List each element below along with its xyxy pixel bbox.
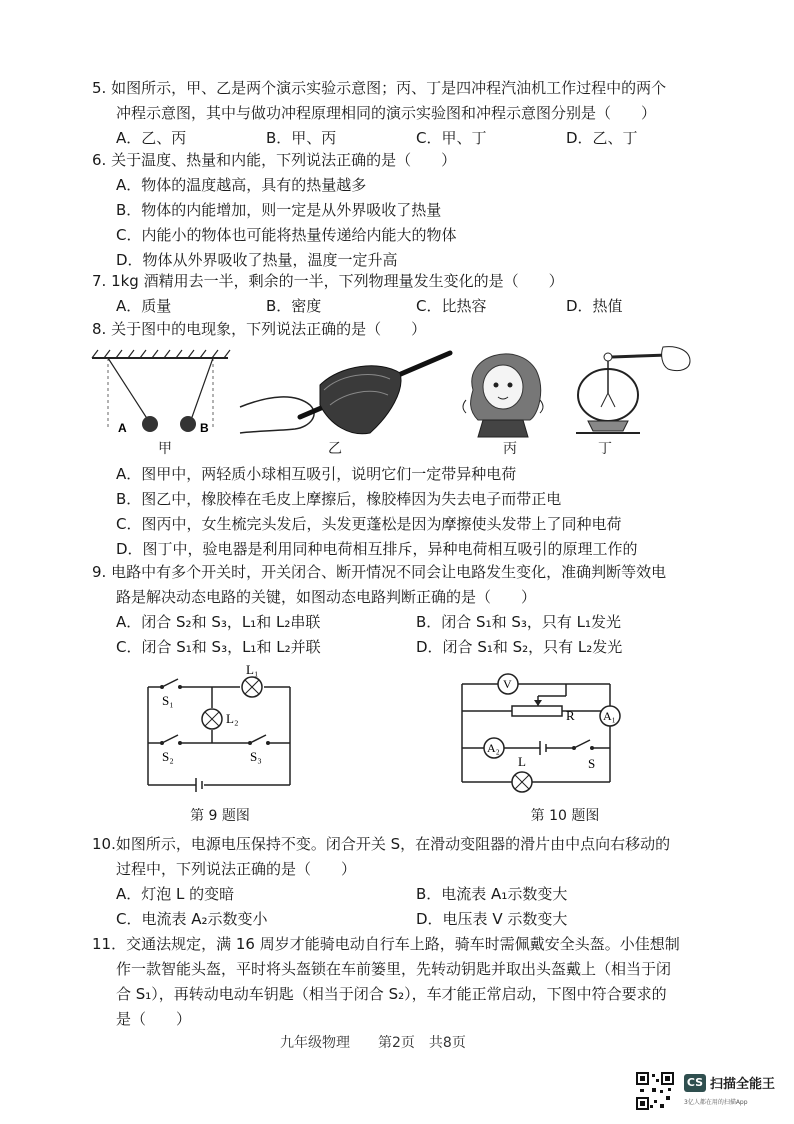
q9-stem-line1: 9. 电路中有多个开关时，开关闭合、断开情况不同会让电路发生变化，准确判断等效电	[92, 563, 667, 581]
q11-stem-line3: 合 S₁），再转动电动车钥匙（相当于闭合 S₂），车才能正常启动，下图中符合要求的	[116, 985, 667, 1003]
q6-stem: 6. 关于温度、热量和内能，下列说法正确的是（ ）	[92, 151, 457, 169]
question-7	[92, 269, 732, 319]
fig-label-jia: 甲	[158, 441, 172, 457]
label-a1: A₁	[603, 709, 616, 723]
q7-option-b: B．密度	[266, 297, 322, 315]
q6-option-b: B．物体的内能增加，则一定是从外界吸收了热量	[116, 201, 442, 219]
lamp-l2-icon	[202, 709, 222, 729]
question-10	[92, 832, 732, 932]
q9-figure-caption: 第 9 题图	[190, 808, 250, 824]
q11-stem-line2: 作一款智能头盔，平时将头盔锁在车前篓里，先转动钥匙并取出头盔戴上（相当于闭	[116, 960, 672, 978]
q8-stem: 8. 关于图中的电现象，下列说法正确的是（ ）	[92, 320, 427, 338]
scanner-tagline: 3亿人都在用的扫描App	[684, 1099, 748, 1106]
q9-stem-line2: 路是解决动态电路的关键，如图动态电路判断正确的是（ ）	[116, 588, 537, 606]
fig-label-bing: 丙	[503, 441, 517, 457]
q8-figure-bing	[458, 345, 548, 440]
q10-stem-line2: 过程中，下列说法正确的是（ ）	[116, 860, 357, 878]
q9-option-d: D．闭合 S₁和 S₂，只有 L₂发光	[416, 638, 623, 656]
q8-figure-yi	[240, 345, 460, 440]
q9-option-a: A．闭合 S₂和 S₃，L₁和 L₂串联	[116, 613, 321, 631]
ball-a-label: A	[118, 421, 127, 435]
q7-option-d: D．热值	[566, 297, 623, 315]
q10-circuit-diagram	[460, 668, 630, 798]
label-s2: S₂	[162, 749, 174, 764]
question-8	[92, 317, 732, 342]
question-11	[92, 932, 732, 1032]
q8-option-d: D．图丁中，验电器是利用同种电荷相互排斥，异种电荷相互吸引的原理工作的	[116, 540, 638, 558]
q10-stem-line1: 10.如图所示，电源电压保持不变。闭合开关 S，在滑动变阻器的滑片由中点向右移动的	[92, 835, 671, 853]
q10-option-a: A．灯泡 L 的变暗	[116, 885, 235, 903]
scanner-logo: CS	[684, 1074, 706, 1092]
page-footer: 九年级物理 第2页 共8页	[280, 1035, 466, 1051]
label-s1: S₁	[162, 693, 174, 708]
q5-option-c: C．甲、丁	[416, 129, 487, 147]
ball-a	[142, 416, 158, 432]
q7-stem: 7. 1kg 酒精用去一半，剩余的一半，下列物理量发生变化的是（ ）	[92, 272, 564, 290]
q8-options	[92, 462, 732, 562]
question-6	[92, 148, 732, 273]
q9-option-c: C．闭合 S₁和 S₃，L₁和 L₂并联	[116, 638, 321, 656]
q5-option-b: B．甲、丙	[266, 129, 337, 147]
label-s: S	[588, 756, 596, 771]
q10-option-c: C．电流表 A₂示数变小	[116, 910, 268, 928]
q7-option-c: C．比热容	[416, 297, 487, 315]
q9-option-b: B．闭合 S₁和 S₃，只有 L₁发光	[416, 613, 622, 631]
label-l: L	[518, 754, 526, 769]
q6-option-c: C．内能小的物体也可能将热量传递给内能大的物体	[116, 226, 457, 244]
fig-label-yi: 乙	[328, 441, 342, 457]
scanner-brand: 扫描全能王	[710, 1077, 776, 1092]
q5-stem-line1: 5. 如图所示，甲、乙是两个演示实验示意图；丙、丁是四冲程汽油机工作过程中的两个	[92, 79, 667, 97]
q10-option-d: D．电压表 V 示数变大	[416, 910, 568, 928]
q6-option-d: D．物体从外界吸收了热量，温度一定升高	[116, 251, 398, 269]
question-9	[92, 560, 732, 660]
label-l2: L₂	[226, 711, 239, 726]
q8-option-c: C．图丙中，女生梳完头发后，头发更蓬松是因为摩擦使头发带上了同种电荷	[116, 515, 622, 533]
q8-option-a: A．图甲中，两轻质小球相互吸引，说明它们一定带异种电荷	[116, 465, 517, 483]
ball-b	[180, 416, 196, 432]
q7-option-a: A．质量	[116, 297, 172, 315]
q8-option-b: B．图乙中，橡胶棒在毛皮上摩擦后，橡胶棒因为失去电子而带正电	[116, 490, 562, 508]
q11-stem-line1: 11．交通法规定，满 16 周岁才能骑电动自行车上路，骑车时需佩戴安全头盔。小佳想制	[92, 935, 680, 953]
label-r: R	[566, 708, 575, 723]
q9-circuit-diagram	[140, 662, 310, 795]
q10-figure-caption: 第 10 题图	[530, 808, 600, 824]
lamp-l-icon	[512, 772, 532, 792]
q5-option-a: A．乙、丙	[116, 129, 187, 147]
label-l1: L₁	[246, 662, 259, 677]
q5-option-d: D．乙、丁	[566, 129, 638, 147]
fig-label-ding: 丁	[598, 441, 612, 457]
question-5	[92, 76, 732, 151]
lamp-l1-icon	[242, 677, 262, 697]
q11-stem-line4: 是（ ）	[116, 1010, 192, 1028]
label-v: V	[503, 677, 512, 691]
qr-code-icon	[636, 1072, 674, 1110]
q8-figure-jia	[88, 350, 238, 440]
q10-option-b: B．电流表 A₁示数变大	[416, 885, 568, 903]
label-s3: S₃	[250, 749, 262, 764]
ball-b-label: B	[200, 421, 209, 435]
label-a2: A₂	[487, 741, 500, 755]
q6-option-a: A．物体的温度越高，具有的热量越多	[116, 176, 367, 194]
q5-stem-line2: 冲程示意图，其中与做功冲程原理相同的演示实验图和冲程示意图分别是（ ）	[116, 104, 657, 122]
q8-figure-ding	[568, 345, 698, 440]
